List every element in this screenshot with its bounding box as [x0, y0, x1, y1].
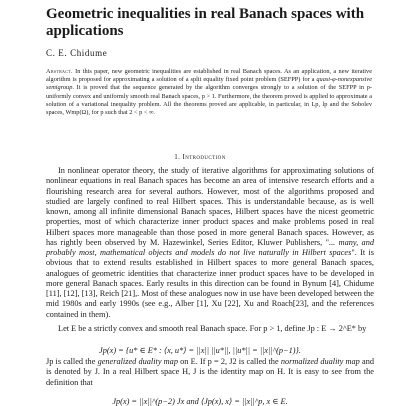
section-heading: 1. Introduction	[174, 153, 226, 161]
abstract-block	[46, 68, 372, 117]
intro-text-start: In nonlinear operator theory, the study of iterative algorithms for approximating solutions of nonlinear equations in real Banach spaces has become an area of intensive research efforts and a flourishing research area for several authors. However, most of the algorithms proposed and studied are largely confined to real Hilbert spaces. This is understandable because, as is well known, among all infinite dimensional Banach spaces, Hilbert spaces have the nicest geometric properties, most of which characterize inner product spaces and make problems posed in real Hilbert spaces more manageable than those posed in more general Banach spaces. However, as has rightly been observed by M. Hazewinkel, Series Editor, Kluwer Publishers, "	[46, 166, 374, 247]
intro-paragraph-3	[46, 357, 374, 388]
intro-quote: ... many, and probably most, mathematical objects and models do not live naturally in Hilbert spaces	[46, 237, 374, 257]
intro-paragraph-1	[46, 166, 374, 320]
intro-p3-a: Jp is called the	[46, 357, 98, 366]
duality-map-formula: Jp(x) = {u* ∈ E* : ⟨x, u*⟩ = ||x|| ||u*||, ||u*|| = ||x||^(p−1)}.	[99, 346, 301, 355]
abstract-text-end: . It is proved that the sequence generated by the algorithm converges strongly to a solution of the SEFPP in p-uniformly convex and uniformly smooth real Banach spaces, p > 1. Furthermore, the theorem proved is applied to approximate a solution of a variational inequality problem. All the theorems proved are applicable, in particular, in Lp, lp and the Sobolev spaces, Wmp(Ω), for p such that 2 < p < ∞.	[46, 84, 372, 117]
intro-paragraph-2: Let E be a strictly convex and smooth real Banach space. For p > 1, define Jp : E → 2^E* by	[58, 324, 367, 333]
intro-p3-c: and is denoted by J. In a real Hilbert space H, J is the identity map on H. It is easy to see from the definition that	[46, 357, 375, 387]
abstract-emphasis: quasi-φ-nonexpansive semigroup	[46, 76, 372, 92]
paper-title: Geometric inequalities in real Banach spaces with applications	[46, 6, 365, 39]
abstract-label: Abstract.	[46, 68, 73, 75]
author-name: C. E. Chidume	[46, 48, 108, 58]
intro-p3-b: on E. If p = 2, J2 is called the	[177, 357, 281, 366]
abstract-text-start: In this paper, new geometric inequalities are established in real Banach spaces. As an application, a new iterative algorithm is proposed for approximating a solution of a split equality fixed point problem (SEFPP) for a	[46, 68, 372, 84]
normalized-duality-map-term: normalized duality map	[280, 357, 360, 366]
intro-text-end: ". It is obvious that to extend results established in Hilbert spaces to more general Banach spaces, analogues of geometric identities that characterize inner product spaces have to be developed in more general Banach spaces. Early results in this direction can be found in Bynum [4], Chidume [11], [12], [13], Reich [21],. Most of these analogues now in use have been developed between the mid 1980s and early 1990s (see e.g., Alber [1], Xu [22], Xu and Roach[23], and the references contained in them).	[46, 248, 374, 319]
generalized-duality-map-term: generalized duality map	[97, 357, 178, 366]
bottom-formula: Jp(x) = ||x||^(p−2) Jx and ⟨Jp(x), x⟩ = ||x||^p, x ∈ E.	[112, 397, 288, 406]
